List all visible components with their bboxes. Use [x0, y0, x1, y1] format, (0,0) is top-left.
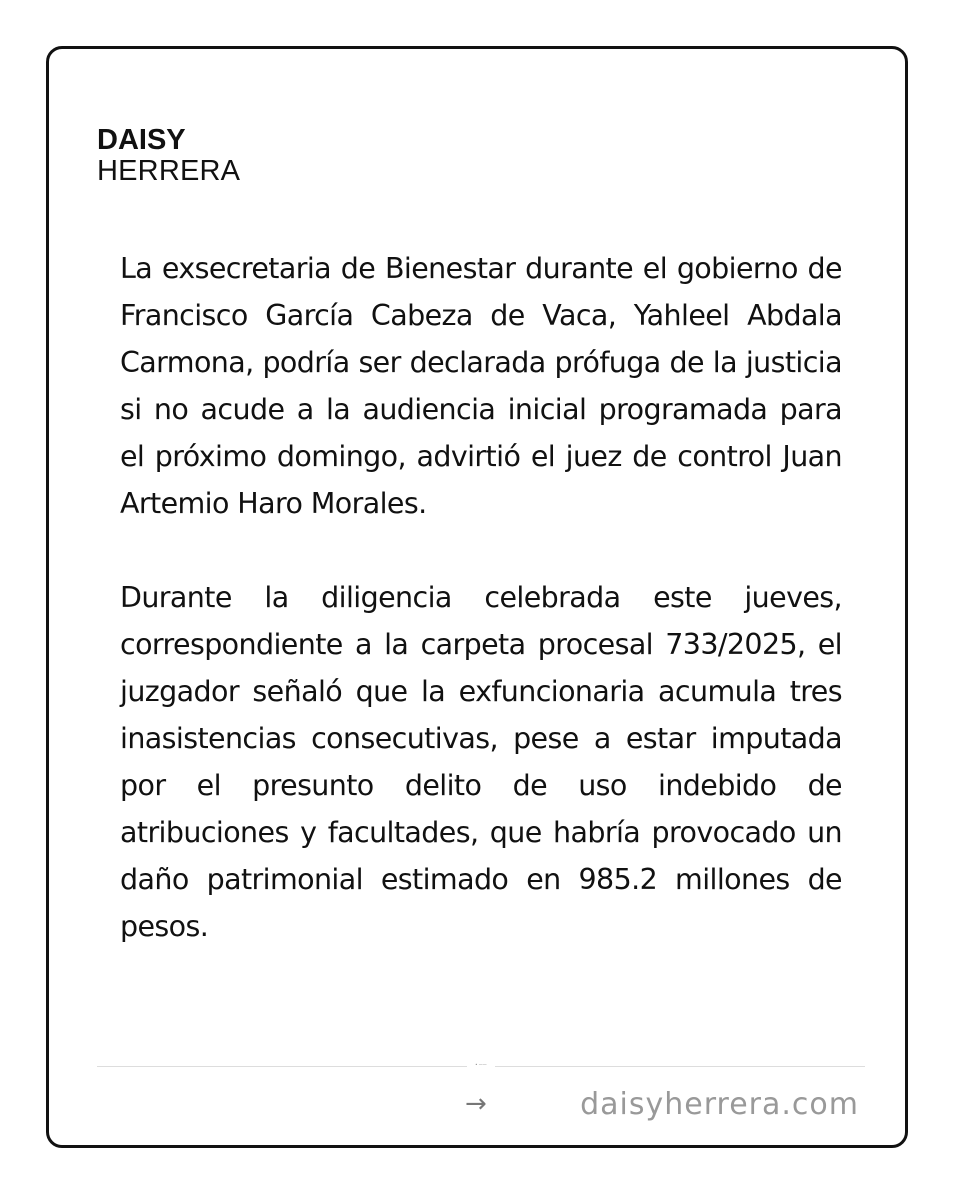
brand-last-name: HERRERA [97, 155, 241, 187]
brand-logo [97, 125, 240, 187]
article-body [120, 245, 842, 997]
brand-first-name: DAISY [97, 124, 186, 156]
post-card [46, 46, 908, 1148]
website-link[interactable]: daisyherrera.com [580, 1087, 859, 1122]
article-paragraph-1: La exsecretaria de Bienestar durante el gobierno de Francisco García Cabeza de Vaca, Yahleel Abdala Carmona, podría ser declarada prófuga de la justicia si no acude a la audiencia inicial programada para el próximo domingo, advirtió el juez de control Juan Artemio Haro Morales. [120, 252, 842, 520]
article-paragraph-2: Durante la diligencia celebrada este jueves, correspondiente a la carpeta procesal 733/2025, el juzgador señaló que la exfuncionaria acumula tres inasistencias consecutivas, pese a estar imputada por el presunto delito de uso indebido de atribuciones y facultades, que habría provocado un daño patrimonial estimado en 985.2 millones de pesos. [120, 581, 842, 943]
divider-mark: • —— [467, 1060, 495, 1070]
right-arrow-icon[interactable]: → [465, 1089, 487, 1119]
